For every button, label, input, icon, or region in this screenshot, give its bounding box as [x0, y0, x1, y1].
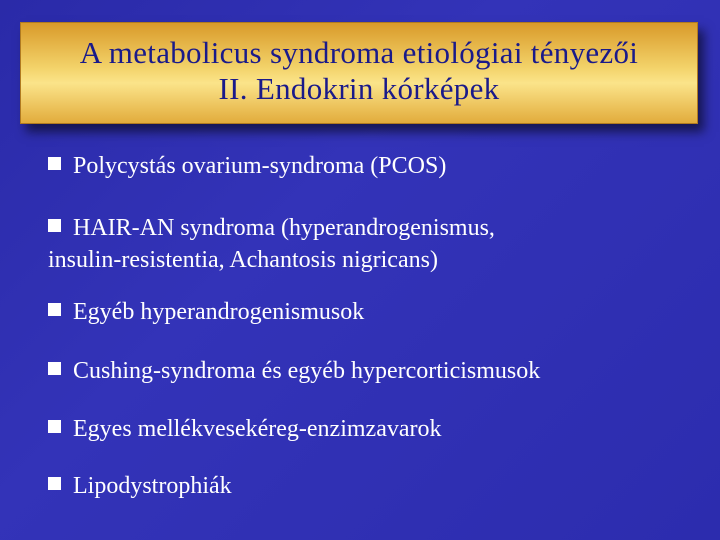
square-bullet-icon	[48, 420, 61, 433]
bullet-text: Egyes mellékvesekéreg-enzimzavarok	[73, 416, 442, 442]
square-bullet-icon	[48, 157, 61, 170]
bullet-item	[48, 470, 698, 502]
bullet-text-continuation: insulin-resistentia, Achantosis nigricans)	[48, 247, 438, 273]
title-line-2: II. Endokrin kórképek	[218, 71, 500, 106]
square-bullet-icon	[48, 362, 61, 375]
title-box	[20, 22, 698, 124]
bullet-text: Lipodystrophiák	[73, 473, 232, 499]
bullet-item	[48, 296, 698, 328]
bullet-text: Egyéb hyperandrogenismusok	[73, 299, 365, 325]
bullet-text: Cushing-syndroma és egyéb hypercorticismusok	[73, 358, 541, 384]
bullet-item	[48, 212, 698, 276]
bullet-item	[48, 413, 698, 445]
square-bullet-icon	[48, 219, 61, 232]
bullet-item	[48, 150, 698, 182]
bullet-text: Polycystás ovarium-syndroma (PCOS)	[73, 153, 447, 179]
title-line-1: A metabolicus syndroma etiológiai tényezői	[79, 35, 639, 70]
bullet-item	[48, 355, 698, 387]
square-bullet-icon	[48, 477, 61, 490]
bullet-text: HAIR-AN syndroma (hyperandrogenismus,	[73, 215, 495, 241]
square-bullet-icon	[48, 303, 61, 316]
